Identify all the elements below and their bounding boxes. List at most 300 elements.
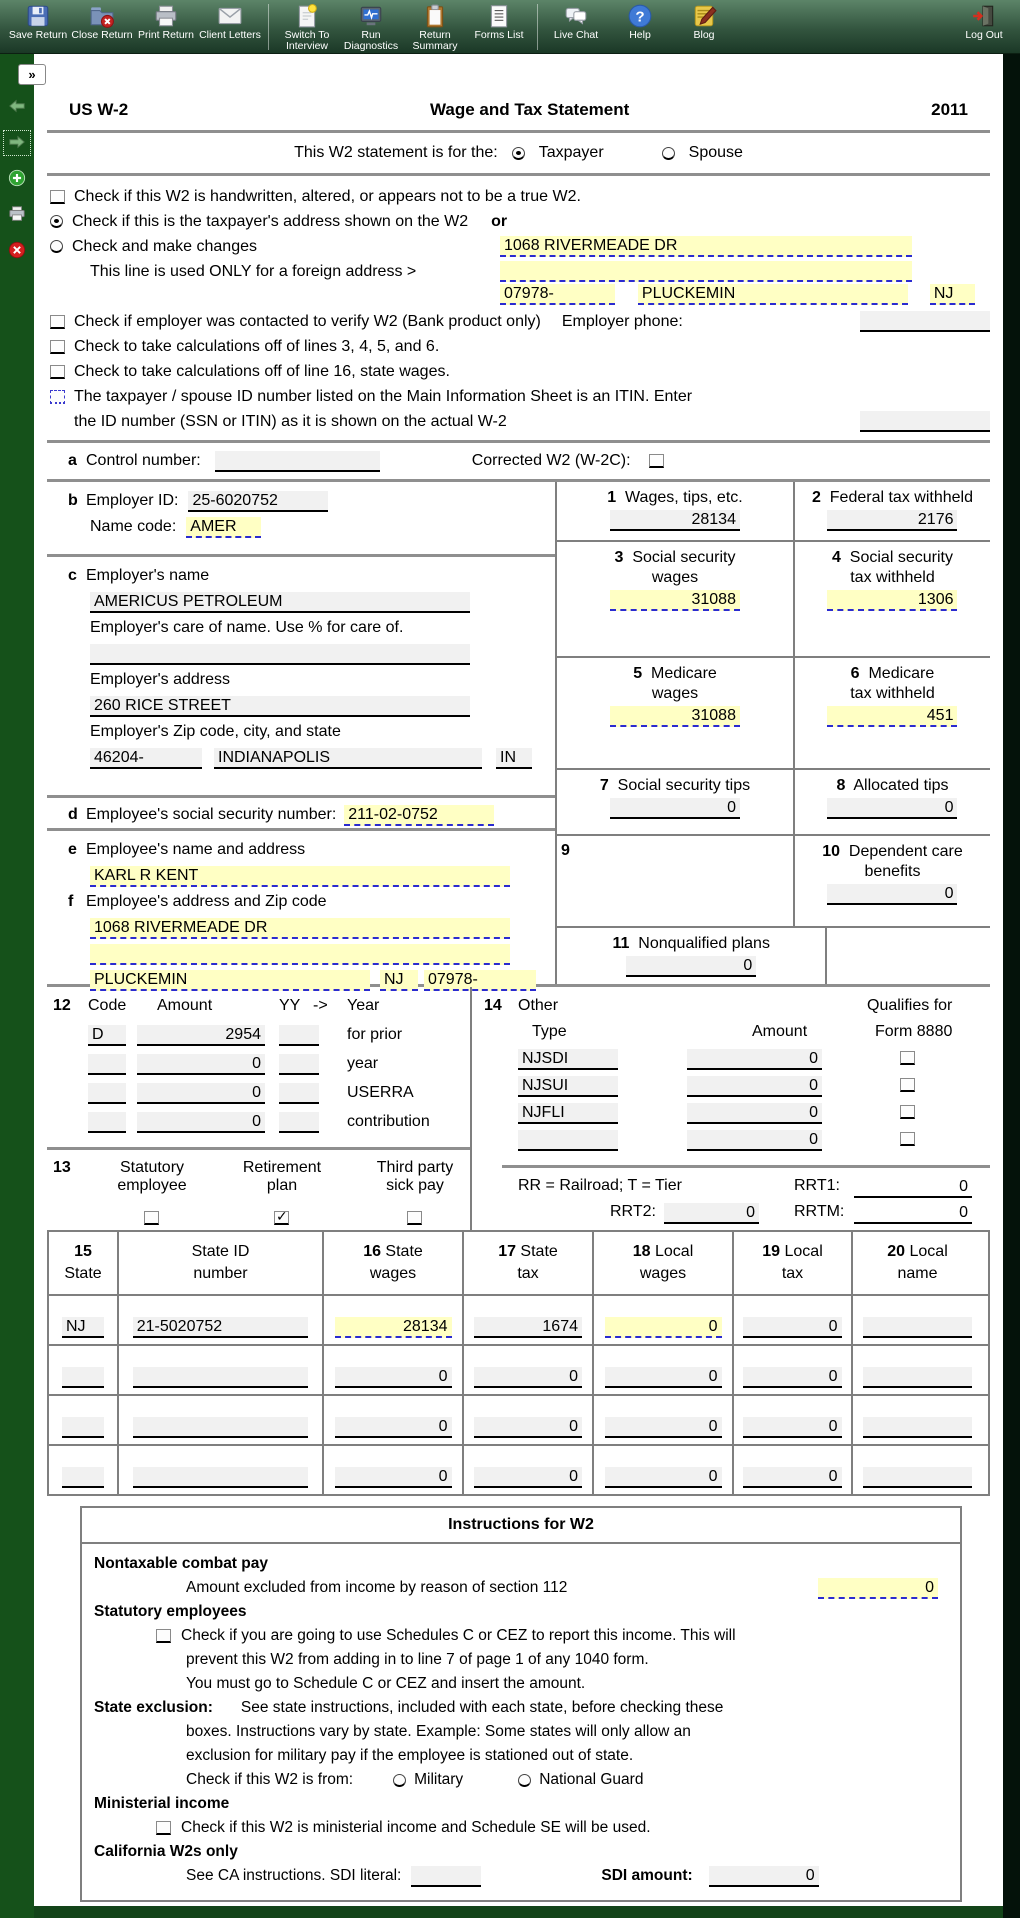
box14-amount-header: Amount [752, 1023, 808, 1040]
state-table-row [49, 1294, 988, 1344]
foreign-address-label: This line is used ONLY for a foreign address > [90, 262, 417, 280]
blog-button[interactable] [672, 2, 736, 52]
left-info-column [47, 482, 555, 988]
left-sidebar [0, 54, 34, 1918]
box-9-cell [557, 836, 793, 926]
employer-zip-field[interactable]: 46204- [90, 748, 202, 769]
box12-amount-field-4[interactable]: 0 [137, 1112, 265, 1133]
toolbar-button-label: Print Return [137, 29, 195, 41]
state-tax-cell [462, 1296, 592, 1344]
state-table-header: 19 Local tax [732, 1232, 851, 1294]
state-table-row [49, 1394, 988, 1444]
run-diagnostics-button[interactable] [339, 2, 403, 52]
state-row2-local_name-field[interactable] [863, 1367, 972, 1388]
spouse-radio[interactable] [662, 147, 675, 160]
state-field[interactable]: NJ [930, 284, 975, 305]
state-row3-local_wages-field[interactable]: 0 [605, 1417, 722, 1438]
top-toolbar [0, 0, 1020, 54]
divider [502, 1165, 990, 1168]
combat-pay-line: Amount excluded from income by reason of section 112 [186, 1579, 568, 1596]
toolbar-separator [268, 4, 269, 50]
box14-amount-field-2[interactable]: 0 [687, 1076, 822, 1097]
box-5-cell [557, 658, 793, 768]
control-number-row [47, 443, 990, 479]
box13-item-label: Third party sick pay [376, 1159, 454, 1194]
state-local_tax-cell [732, 1346, 851, 1394]
toolbar-button-label: Switch To Interview [284, 29, 330, 52]
log-out-button[interactable] [952, 2, 1016, 52]
state-id-cell [117, 1296, 322, 1344]
box-12-13-pane [47, 987, 470, 1230]
state-row3-wages-field[interactable]: 0 [335, 1417, 452, 1438]
state-row1-id-field[interactable]: 21-5020752 [133, 1317, 309, 1338]
corrected-w2-checkbox[interactable] [649, 454, 664, 468]
box-2-value-field[interactable]: 2176 [827, 510, 957, 531]
state-local_tax-cell [732, 1296, 851, 1344]
itin-label-line2: the ID number (SSN or ITIN) as it is shown on the actual W-2 [74, 412, 507, 430]
city-field[interactable]: PLUCKEMIN [638, 284, 908, 305]
sdi-amount-field[interactable]: 0 [709, 1866, 819, 1887]
box-14-number: 14 [484, 997, 502, 1014]
state-state-cell [49, 1296, 117, 1344]
state-wages-cell [322, 1296, 462, 1344]
box-4-value-field[interactable]: 1306 [827, 590, 957, 611]
printer-icon [7, 205, 27, 226]
employer-phone-label: Employer phone: [561, 312, 683, 330]
box12-amount-field-3[interactable]: 0 [137, 1083, 265, 1104]
rrtm-field[interactable]: 0 [854, 1203, 972, 1224]
employer-phone-field[interactable] [860, 311, 990, 332]
box13-item-label: Retirement plan [242, 1159, 322, 1194]
forms-list-button[interactable] [467, 2, 531, 52]
rrt1-label: RRT1: [794, 1177, 840, 1194]
employee-zip-field[interactable]: 07978- [424, 970, 536, 991]
state-row1-tax-field[interactable]: 1674 [474, 1317, 582, 1338]
box-label: benefits [864, 863, 921, 880]
state-tax-cell [462, 1446, 592, 1494]
state-row2-state-field[interactable] [62, 1367, 104, 1388]
state-row4-tax-field[interactable]: 0 [474, 1467, 582, 1488]
state-table-header: 20 Local name [851, 1232, 982, 1294]
print-form-button[interactable] [5, 204, 29, 226]
box13-employee-checkbox[interactable] [144, 1211, 159, 1225]
state-row4-local_wages-field[interactable]: 0 [605, 1467, 722, 1488]
employee-ssn-label: Employee's social security number: [86, 806, 337, 823]
state-row4-local_tax-field[interactable]: 0 [743, 1467, 841, 1488]
state-local-table [47, 1230, 990, 1496]
box12-code-header: Code [88, 997, 127, 1014]
wage-boxes-grid [555, 482, 990, 984]
box12-amount-field-1[interactable]: 2954 [137, 1025, 265, 1046]
statement-for-row [47, 133, 990, 173]
save-icon [25, 3, 51, 29]
box12-side-word: for prior [347, 1026, 403, 1043]
state-local_wages-cell [592, 1346, 732, 1394]
box-11-cell [557, 928, 825, 984]
employer-id-field[interactable]: 25-6020752 [188, 491, 328, 512]
corrected-w2-label: Corrected W2 (W-2C): [471, 452, 631, 469]
rrt1-field[interactable]: 0 [854, 1177, 972, 1198]
box-label: Nonqualified plans [638, 935, 770, 952]
svg-text:?: ? [635, 8, 645, 26]
w2-form [34, 54, 1003, 1906]
close-return-button[interactable] [70, 2, 134, 52]
letters-icon [217, 3, 243, 29]
box-11-value-field[interactable]: 0 [626, 956, 756, 977]
box14-type-header: Type [532, 1023, 567, 1040]
box-13-number: 13 [53, 1159, 71, 1176]
box-label: Medicare [868, 665, 935, 682]
toolbar-button-label: Return Summary [412, 29, 458, 52]
box12-code-field-4[interactable] [88, 1112, 126, 1133]
client-letters-button[interactable] [198, 2, 262, 52]
toolbar-button-label: Client Letters [199, 29, 261, 41]
taxpayer-label: Taxpayer [538, 144, 604, 161]
box-6-value-field[interactable]: 451 [827, 706, 957, 727]
taxpayer-address-label: Check if this is the taxpayer's address shown on the W2 [72, 212, 469, 230]
box12-yy-field-4[interactable] [279, 1112, 319, 1133]
return-summary-button[interactable] [403, 2, 467, 52]
national-guard-radio[interactable] [518, 1774, 531, 1787]
box-4-cell [793, 542, 990, 656]
employer-contacted-label: Check if employer was contacted to verify W2 (Bank product only) [74, 312, 541, 330]
handwritten-label: Check if this W2 is handwritten, altered, or appears not to be a true W2. [74, 187, 581, 205]
forward-icon [7, 133, 27, 154]
box-grid-row [557, 836, 990, 928]
ministerial-heading: Ministerial income [94, 1795, 230, 1812]
state-exclusion-line1: See state instructions, included with each state, before checking these [240, 1699, 724, 1716]
state-row4-state-field[interactable] [62, 1467, 104, 1488]
box14-title: Other [518, 997, 559, 1014]
box12-yy-field-1[interactable] [279, 1025, 319, 1046]
handwritten-checkbox[interactable] [50, 190, 65, 204]
address-field[interactable]: 1068 RIVERMEADE DR [500, 236, 912, 257]
state-local_name-cell [851, 1396, 982, 1444]
box-number: 5 [633, 665, 643, 682]
state-exclusion-heading: State exclusion: [94, 1699, 213, 1716]
state-row3-state-field[interactable] [62, 1417, 104, 1438]
toolbar-button-label: Help [629, 29, 651, 41]
right-edge-strip [1003, 54, 1020, 1918]
ministerial-checkbox[interactable] [156, 1821, 171, 1835]
state-row2-wages-field[interactable]: 0 [335, 1367, 452, 1388]
add-form-button[interactable] [5, 168, 29, 190]
employee-address-field[interactable]: 1068 RIVERMEADE DR [90, 918, 510, 939]
box12-yy-field-2[interactable] [279, 1054, 319, 1075]
statutory-line3: You must go to Schedule C or CEZ and insert the amount. [186, 1675, 586, 1692]
zip-field[interactable]: 07978- [500, 284, 615, 305]
box-label: wages [651, 685, 699, 702]
name-code-field[interactable]: AMER [186, 517, 261, 538]
box13-item-label: Statutory employee [117, 1159, 187, 1194]
box13-sick-pay-checkbox[interactable] [407, 1211, 422, 1225]
interview-icon [294, 3, 320, 29]
delete-form-button[interactable] [5, 240, 29, 262]
state-row3-local_name-field[interactable] [863, 1417, 972, 1438]
box12-arrow: -> [313, 997, 328, 1014]
state-row3-id-field[interactable] [133, 1417, 309, 1438]
state-table-header: 15 State [64, 1243, 102, 1282]
taxpayer-radio[interactable] [512, 147, 525, 160]
state-row1-state-field[interactable]: NJ [62, 1317, 104, 1338]
box14-amount-field-3[interactable]: 0 [687, 1103, 822, 1124]
print-icon [153, 3, 179, 29]
toolbar-separator [537, 4, 538, 50]
state-row1-local_wages-field[interactable]: 0 [605, 1317, 722, 1338]
box12-amount-header: Amount [157, 997, 213, 1014]
statutory-line1: Check if you are going to use Schedules C or CEZ to report this income. This will [181, 1627, 736, 1644]
help-button[interactable] [608, 2, 672, 52]
back-icon [7, 97, 27, 118]
itin-checkbox[interactable] [50, 390, 65, 404]
box-label: tax withheld [850, 569, 935, 586]
box-number: 6 [850, 665, 860, 682]
box-10-cell [793, 836, 990, 926]
print-return-button[interactable] [134, 2, 198, 52]
spouse-label: Spouse [688, 144, 743, 161]
state-local_name-cell [851, 1296, 982, 1344]
make-changes-radio[interactable] [50, 240, 63, 253]
logout-icon [971, 3, 997, 29]
section-c-letter: c [68, 567, 77, 584]
employee-name-field[interactable]: KARL R KENT [90, 866, 510, 887]
toolbar-button-label: Close Return [71, 29, 133, 41]
combat-pay-heading: Nontaxable combat pay [94, 1555, 268, 1572]
box-label: Social security [849, 549, 953, 566]
statutory-line2: prevent this W2 from adding in to line 7 of page 1 of any 1040 form. [186, 1651, 649, 1668]
toolbar-spacer [736, 2, 952, 52]
state-id-cell [117, 1346, 322, 1394]
employer-name-label: Employer's name [86, 567, 210, 584]
box-grid-row [557, 770, 990, 836]
toolbar-button-label: Live Chat [553, 29, 599, 41]
state-row1-wages-field[interactable]: 28134 [335, 1317, 452, 1338]
box14-amount-field-1[interactable]: 0 [687, 1049, 822, 1070]
blog-icon [691, 3, 717, 29]
form-header [47, 100, 990, 130]
switch-to-interview-button[interactable] [275, 2, 339, 52]
box12-year-header: Year [347, 997, 380, 1014]
state-row2-tax-field[interactable]: 0 [474, 1367, 582, 1388]
chat-icon [563, 3, 589, 29]
state-row1-local_tax-field[interactable]: 0 [743, 1317, 841, 1338]
summary-icon [422, 3, 448, 29]
box12-code-field-2[interactable] [88, 1054, 126, 1075]
box-grid-row [557, 482, 990, 542]
box12-amount-field-2[interactable]: 0 [137, 1054, 265, 1075]
state-row4-wages-field[interactable]: 0 [335, 1467, 452, 1488]
form-year: 2011 [931, 100, 968, 119]
control-number-field[interactable] [215, 451, 380, 472]
form-title: Wage and Tax Statement [429, 100, 630, 119]
state-row1-local_name-field[interactable] [863, 1317, 972, 1338]
state-table-header: 18 Local wages [592, 1232, 732, 1294]
employer-address-field[interactable]: 260 RICE STREET [90, 696, 470, 717]
employer-city-field[interactable]: INDIANAPOLIS [214, 748, 482, 769]
section-d [47, 798, 555, 828]
or-label: or [491, 212, 508, 230]
box-2-cell [793, 482, 990, 540]
box13-plan-checkbox[interactable] [274, 1211, 289, 1225]
state-table-row [49, 1444, 988, 1494]
state-table-header: State ID number [117, 1232, 322, 1294]
box-3-value-field[interactable]: 31088 [610, 590, 740, 611]
sdi-amount-label: SDI amount: [601, 1867, 693, 1884]
toolbar-button-label: Log Out [965, 29, 1003, 41]
box-label: tax withheld [850, 685, 935, 702]
forms-icon [486, 3, 512, 29]
live-chat-button[interactable] [544, 2, 608, 52]
employee-city-field[interactable]: PLUCKEMIN [90, 970, 370, 991]
add-icon [7, 169, 27, 190]
rrt2-field[interactable]: 0 [664, 1203, 759, 1224]
section-b [47, 482, 555, 554]
state-state-cell [49, 1396, 117, 1444]
w2-from-label: Check if this W2 is from: [186, 1771, 354, 1788]
box-label: Wages, tips, etc. [625, 489, 743, 506]
box-3-cell [557, 542, 793, 656]
box14-qualifies-header2: Form 8880 [875, 1023, 953, 1040]
care-of-field[interactable] [90, 644, 470, 665]
care-of-label: Employer's care of name. Use % for care of. [90, 619, 404, 636]
itin-field[interactable] [860, 411, 990, 432]
box-7-value-field[interactable]: 0 [610, 798, 740, 819]
help-icon [627, 3, 653, 29]
employer-name-field[interactable]: AMERICUS PETROLEUM [90, 592, 470, 613]
box-number: 2 [811, 489, 821, 506]
state-exclusion-line3: exclusion for military pay if the employee is stationed out of state. [186, 1747, 634, 1764]
state-row2-local_wages-field[interactable]: 0 [605, 1367, 722, 1388]
calc-off-3456-label: Check to take calculations off of lines 3, 4, 5, and 6. [74, 337, 440, 355]
box14-8880-checkbox-2[interactable] [900, 1078, 915, 1092]
box-number: 11 [612, 935, 630, 952]
sdi-literal-field[interactable] [411, 1866, 481, 1887]
make-changes-label: Check and make changes [72, 237, 257, 255]
employer-state-field[interactable]: IN [496, 748, 532, 769]
calc-off-16-label: Check to take calculations off of line 16, state wages. [74, 362, 450, 380]
rrtm-label: RRTM: [794, 1203, 845, 1220]
box12-side-word: USERRA [347, 1084, 414, 1101]
state-local_wages-cell [592, 1446, 732, 1494]
state-state-cell [49, 1346, 117, 1394]
box-number: 8 [836, 777, 846, 794]
box14-8880-checkbox-4[interactable] [900, 1132, 915, 1146]
state-row4-id-field[interactable] [133, 1467, 309, 1488]
state-id-cell [117, 1446, 322, 1494]
section-e-letter: e [68, 841, 77, 858]
sidebar-collapse-tab[interactable]: » [18, 64, 46, 85]
employer-contacted-checkbox[interactable] [50, 315, 65, 329]
section-d-letter: d [68, 806, 78, 823]
box-label: wages [651, 569, 699, 586]
state-row3-tax-field[interactable]: 0 [474, 1417, 582, 1438]
box12-code-field-1[interactable]: D [88, 1025, 126, 1046]
box-grid-row [557, 542, 990, 658]
box-number: 4 [832, 549, 841, 566]
main-two-column [47, 482, 990, 988]
forward-button[interactable] [5, 132, 29, 154]
instructions-box [80, 1506, 962, 1902]
employee-name-label: Employee's name and address [86, 841, 306, 858]
box14-8880-checkbox-3[interactable] [900, 1105, 915, 1119]
statutory-checkbox[interactable] [156, 1629, 171, 1643]
top-checkboxes-section [47, 176, 990, 440]
box-8-value-field[interactable]: 0 [827, 798, 957, 819]
box-14-pane [470, 987, 990, 1230]
combat-pay-field[interactable]: 0 [818, 1578, 938, 1599]
box-label: Dependent care [848, 843, 963, 860]
box14-amount-field-4[interactable]: 0 [687, 1130, 822, 1151]
box14-8880-checkbox-1[interactable] [900, 1051, 915, 1065]
box-1-cell [557, 482, 793, 540]
state-local_name-cell [851, 1446, 982, 1494]
toolbar-button-label: Save Return [8, 29, 68, 41]
save-return-button[interactable] [6, 2, 70, 52]
back-button[interactable] [5, 96, 29, 118]
box-12-number: 12 [53, 997, 71, 1014]
state-table-header-row [49, 1232, 988, 1294]
box-grid-row [557, 928, 990, 984]
foreign-address-field[interactable] [500, 261, 912, 282]
box14-type-field-1[interactable]: NJSDI [518, 1049, 618, 1070]
section-c [47, 557, 555, 795]
diagnostics-icon [358, 3, 384, 29]
calc-off-16-checkbox[interactable] [50, 365, 65, 379]
box-10-value-field[interactable]: 0 [827, 884, 957, 905]
state-row4-local_name-field[interactable] [863, 1467, 972, 1488]
taxpayer-address-radio[interactable] [50, 215, 63, 228]
box12-side-word: year [347, 1055, 379, 1072]
state-local_tax-cell [732, 1446, 851, 1494]
employee-state-field[interactable]: NJ [380, 970, 418, 991]
box-number: 1 [607, 489, 617, 506]
box14-type-field-3[interactable]: NJFLI [518, 1103, 618, 1124]
ministerial-line: Check if this W2 is ministerial income and Schedule SE will be used. [181, 1819, 651, 1836]
box-12-13-14-area [47, 987, 990, 1230]
box12-code-field-3[interactable] [88, 1083, 126, 1104]
employee-address2-field[interactable] [90, 944, 510, 965]
state-row3-local_tax-field[interactable]: 0 [743, 1417, 841, 1438]
box-label: Allocated tips [853, 777, 949, 794]
box-number: 3 [614, 549, 624, 566]
state-local_wages-cell [592, 1296, 732, 1344]
box-label: Social security tips [617, 777, 751, 794]
box-1-value-field[interactable]: 28134 [610, 510, 740, 531]
box-8-cell [793, 770, 990, 834]
box-5-value-field[interactable]: 31088 [610, 706, 740, 727]
employer-id-label: Employer ID: [86, 492, 179, 509]
section-b-letter: b [68, 492, 78, 509]
employee-ssn-field[interactable]: 211-02-0752 [344, 805, 494, 826]
line-a-letter: a [68, 452, 77, 469]
box-label: Federal tax withheld [829, 489, 973, 506]
military-radio[interactable] [393, 1774, 406, 1787]
state-state-cell [49, 1446, 117, 1494]
box14-qualifies-header1: Qualifies for [867, 997, 953, 1014]
state-table-header: 17 State tax [462, 1232, 592, 1294]
section-e-f [47, 831, 555, 988]
employer-address-label: Employer's address [90, 671, 230, 688]
box14-type-field-4[interactable] [518, 1130, 618, 1151]
instructions-title: Instructions for W2 [82, 1508, 960, 1544]
state-local_tax-cell [732, 1396, 851, 1444]
state-row2-id-field[interactable] [133, 1367, 309, 1388]
state-row2-local_tax-field[interactable]: 0 [743, 1367, 841, 1388]
box14-type-field-2[interactable]: NJSUI [518, 1076, 618, 1097]
state-wages-cell [322, 1446, 462, 1494]
box12-yy-field-3[interactable] [279, 1083, 319, 1104]
calc-off-3456-checkbox[interactable] [50, 340, 65, 354]
